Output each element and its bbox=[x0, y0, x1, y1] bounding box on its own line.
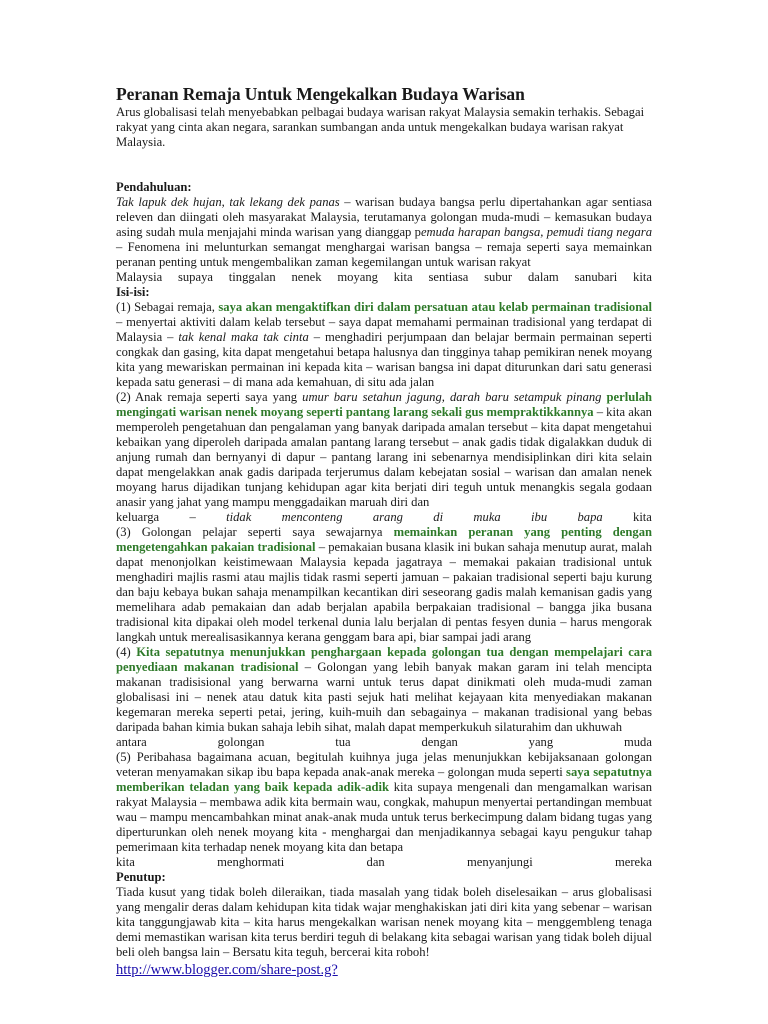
idiom: Tak lapuk dek hujan, tak lekang dek panas bbox=[116, 195, 340, 209]
italic-phrase: emuda harapan bangsa, pemudi tiang negara bbox=[420, 225, 652, 239]
word: kita bbox=[116, 855, 135, 869]
intro-text: Arus globalisasi telah menyebabkan pelbagai budaya warisan rakyat Malaysia semakin terhakis. Sebagai rakyat yang cinta akan negara, sarankan sumbangan anda untuk mengekalkan budaya warisan rakyat Malaysia. bbox=[116, 105, 645, 149]
word: muka bbox=[473, 510, 501, 524]
pendahuluan-text bbox=[116, 195, 652, 270]
word: moyang bbox=[337, 270, 378, 284]
italic-phrase: tak kenal maka tak cinta bbox=[178, 330, 309, 344]
text-segment: (2) Anak remaja seperti saya yang bbox=[116, 390, 303, 404]
highlight-phrase: Kita sepatutnya menunjukkan penghargaan kepada golongan tua dengan mempelajari cara penyediaan makanan tradisional bbox=[116, 645, 652, 674]
penutup-heading: Penutup: bbox=[116, 870, 166, 884]
word: menghormati bbox=[217, 855, 285, 869]
word: mereka bbox=[614, 855, 652, 869]
word: yang bbox=[528, 735, 554, 749]
document-page bbox=[116, 84, 652, 979]
share-post-link[interactable]: http://www.blogger.com/share-post.g? bbox=[116, 962, 338, 978]
italic-phrase: umur baru setahun jagung, darah baru setampuk pinang bbox=[302, 390, 602, 404]
word: sentiasa bbox=[428, 270, 469, 284]
isi-point-1 bbox=[116, 300, 652, 390]
word: dengan bbox=[421, 735, 458, 749]
word: kita bbox=[633, 270, 652, 284]
word: antara bbox=[116, 735, 147, 749]
word: supaya bbox=[177, 270, 213, 284]
isi-heading: Isi-isi: bbox=[116, 285, 150, 299]
isi-point-4 bbox=[116, 645, 652, 735]
word: keluarga bbox=[116, 510, 160, 524]
word: subur bbox=[484, 270, 513, 284]
highlight-phrase: saya sepatutnya memberikan teladan yang baik kepada adik-adik bbox=[116, 765, 652, 794]
word: bapa bbox=[577, 510, 603, 524]
word: tinggalan bbox=[228, 270, 276, 284]
isi-point-2 bbox=[116, 390, 652, 510]
word: – bbox=[189, 510, 196, 524]
word: menconteng bbox=[281, 510, 343, 524]
word: nenek bbox=[291, 270, 322, 284]
text-segment: (3) Golongan pelajar seperti saya sewajarnya bbox=[116, 525, 394, 539]
text-segment: (4) bbox=[116, 645, 137, 659]
word: tua bbox=[335, 735, 351, 749]
spread-line bbox=[116, 270, 652, 285]
word: Malaysia bbox=[116, 270, 163, 284]
text-segment: – warisan budaya bangsa perlu dipertahankan agar sentiasa releven dan diingati oleh masyarakat Malaysia, terutamanya golongan muda-mudi – kemasukan budaya asing sudah mula menjajahi minda warisan yang dianggap p bbox=[116, 195, 652, 239]
word: menyanjungi bbox=[466, 855, 533, 869]
word: kita bbox=[633, 510, 652, 524]
isi-point-5 bbox=[116, 750, 652, 855]
text-segment: – menghadiri perjumpaan dan belajar bermain permainan seperti congkak dan gasing, kita dapat mengetahui betapa halusnya dan tingginya tahap pemikiran nenek moyang kita yang mewariskan permainan ini kepada kita – warisan bangsa ini dapat diturunkan dari satu generasi kepada satu generasi – di mana ada kemahuan, di situ ada jalan bbox=[116, 330, 652, 389]
text-segment: (5) Peribahasa bagaimana acuan, begitulah kuihnya juga jelas menunjukkan kebijaksanaan golongan veteran menyamakan sikap ibu bapa kepada anak-anak mereka – golongan muda seperti bbox=[116, 750, 652, 779]
word: golongan bbox=[217, 735, 265, 749]
isi-point-3 bbox=[116, 525, 652, 645]
text-segment: – Fenomena ini melunturkan semangat menghargai warisan bangsa – remaja seperti saya memainkan peranan penting untuk mengembalikan zaman kegemilangan untuk warisan rakyat bbox=[116, 240, 652, 269]
text-segment: – kita akan memperoleh pengetahuan dan pengalaman yang banyak daripada amalan tersebut – kita dapat mengetahui kebaikan yang diperoleh daripada amalan pantang larang tersebut – anak gadis tidak digalakkan duduk di anjung rumah dan bernyanyi di dapur – pantang larang ini sebenarnya mendisiplinkan diri kita selain dapat mengelakkan anak gadis daripada terjerumus dalam kebejatan sosial – warisan dan amalan nenek moyang harus dijadikan tunjang kehidupan agar kita berjati diri teguh untuk menangkis segala godaan anasir yang jahat yang mampu menggadaikan maruah diri dan bbox=[116, 405, 652, 509]
word: dalam bbox=[527, 270, 559, 284]
word: kita bbox=[393, 270, 413, 284]
spread-line bbox=[116, 735, 652, 750]
highlight-phrase: saya akan mengaktifkan diri dalam persatuan atau kelab permainan tradisional bbox=[218, 300, 652, 314]
penutup-text: Tiada kusut yang tidak boleh dileraikan, tiada masalah yang tidak boleh diselesaikan – arus globalisasi yang mengalir deras dalam kehidupan kita tidak wajar menghakiskan jati diri kita yang sebenar – warisan kita tanggungjawab kita – kita harus mengekalkan warisan nenek moyang kita – menggembleng tenaga demi memastikan warisan kita terus berdiri teguh di belakang kita sebagai warisan yang tidak boleh dijual beli oleh bangsa lain – Bersatu kita teguh, bercerai kita roboh! bbox=[116, 885, 652, 959]
highlight-phrase: memainkan peranan yang penting dengan mengetengahkan pakaian tradisional bbox=[116, 525, 652, 554]
text-segment: – pemakaian busana klasik ini bukan sahaja menutup aurat, malah dapat menonjolkan keistimewaan Malaysia kepada jagatraya – memakai pakaian tradisional untuk menghadiri majlis rasmi atau majlis tidak rasmi seperti jamuan – pakaian tradisional seperti baju kurung dan baju kebaya bukan sahaja menampilkan kecantikan diri seseorang gadis malah kemanisan gadis yang memelihara adab pemakaian dan adab berjalan apabila berpakaian tradisional – bangga jika busana tradisional kita dipakai oleh model terkenal dunia lalu berjalan di pentas fesyen dunia – harus mengorak langkah untuk merealisasikannya kerana genggam bara api, biar sampai jadi arang bbox=[116, 540, 652, 644]
word: arang bbox=[372, 510, 403, 524]
document-title: Peranan Remaja Untuk Mengekalkan Budaya Warisan bbox=[116, 84, 525, 104]
pendahuluan-heading: Pendahuluan: bbox=[116, 180, 192, 194]
word: muda bbox=[623, 735, 652, 749]
word: ibu bbox=[531, 510, 548, 524]
spread-line bbox=[116, 855, 652, 870]
text-segment: (1) Sebagai remaja, bbox=[116, 300, 219, 314]
text-segment: – Golongan yang lebih banyak makan garam ini telah mencipta makanan tradisisional yang berwarna warni untuk terus dapat dinikmati oleh muda-mudi zaman globalisasi ini – nenek atau datuk kita pasti sejuk hati melihat kejayaan kita menyediakan makanan kegemaran mereka seperti petai, jering, kuih-muih dan sebagainya – makanan tradisional yang bebas daripada bahan kimia bukan sahaja lebih sihat, malah dapat memperkukuh silaturahim dan ukhuwah bbox=[116, 660, 652, 734]
word: di bbox=[433, 510, 444, 524]
spread-line bbox=[116, 510, 652, 525]
text-segment: – menyertai aktiviti dalam kelab tersebut – saya dapat memahami permainan tradisional yang terdapat di Malaysia – bbox=[116, 315, 652, 344]
word: tidak bbox=[226, 510, 252, 524]
spacer bbox=[116, 150, 652, 180]
word: dan bbox=[366, 855, 385, 869]
highlight-phrase: perlulah mengingati warisan nenek moyang seperti pantang larang sekali gus mempraktikkannya bbox=[116, 390, 653, 419]
word: sanubari bbox=[574, 270, 618, 284]
text-segment: kita supaya mengenali dan mengamalkan warisan rakyat Malaysia – membawa adik kita bermain wau, congkak, mahupun menyertai pertandingan membuat wau – mampu mencambahkan minat anak-anak muda untuk terus berkecimpung dalam bidang tugas yang diperturunkan oleh nenek moyang kita - menghargai dan menjadikannya sebagai kayu pengukur tahap pemerimaan kita terhadap nenek moyang kita dan betapa bbox=[116, 780, 652, 854]
